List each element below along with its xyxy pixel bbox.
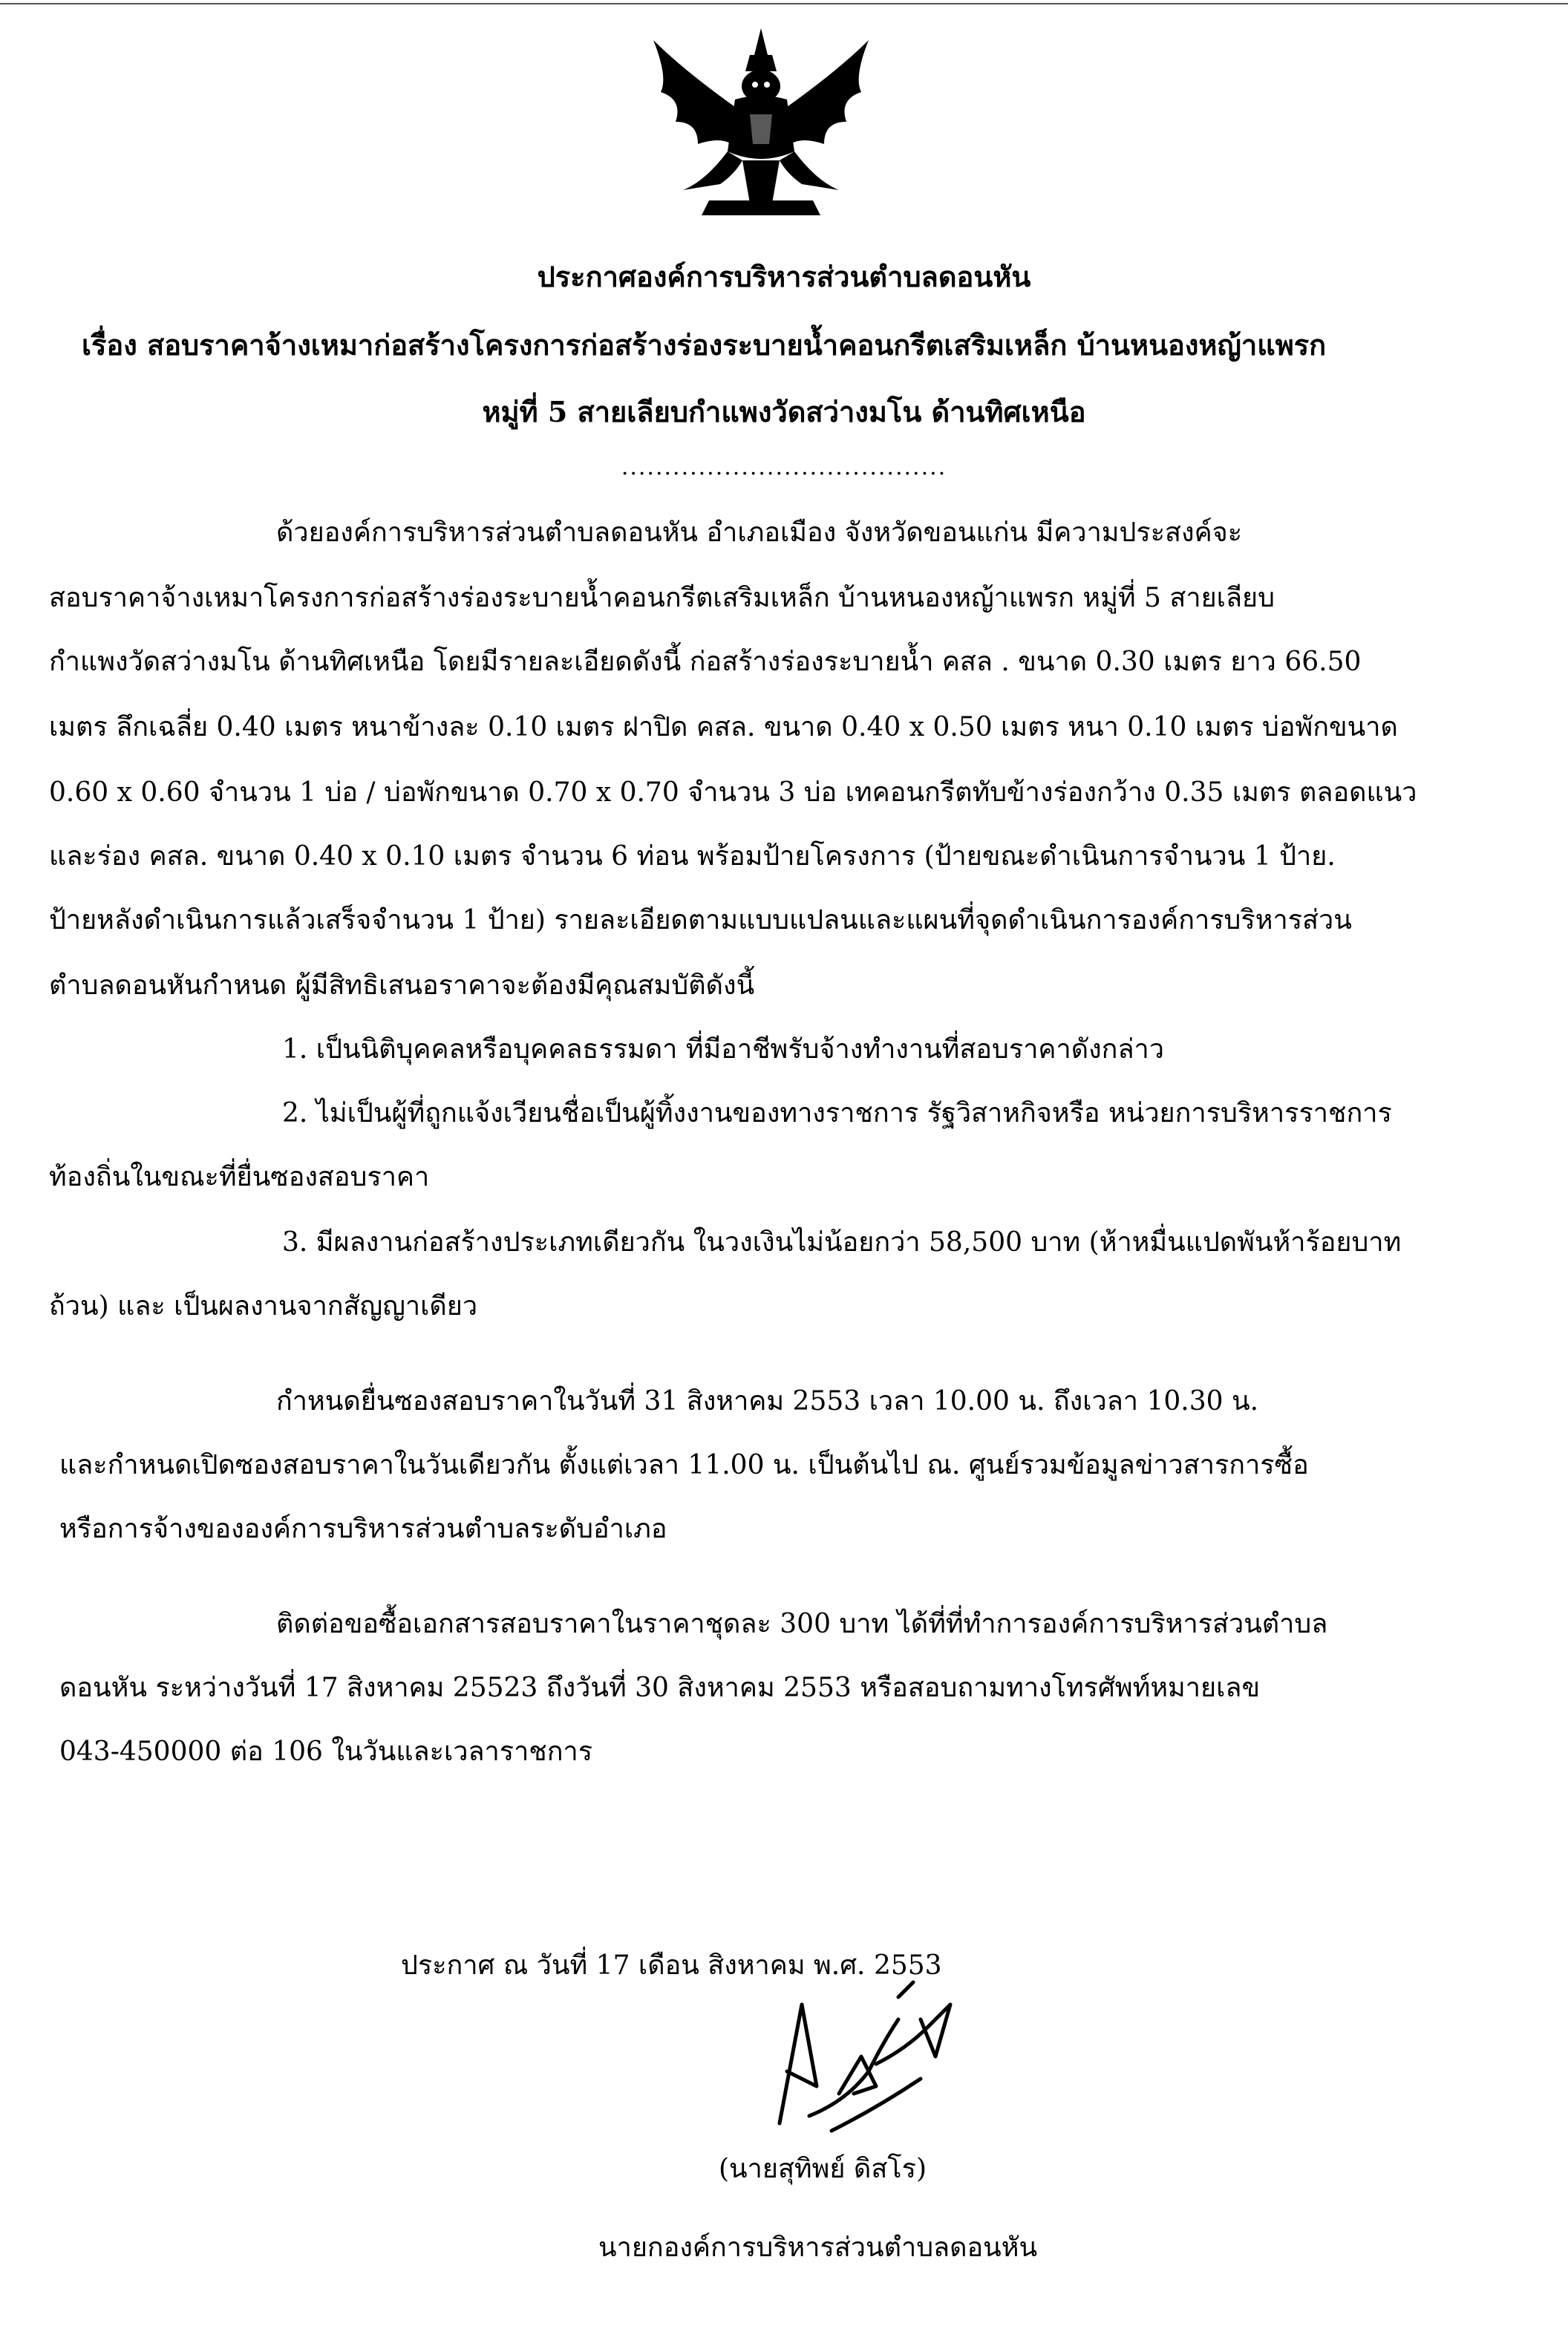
separator-dots: ...................................... (621, 454, 947, 480)
qualification-item-3: 3. มีผลงานก่อสร้างประเภทเดียวกัน ในวงเงินไม่น้อยกว่า 58,500 บาท (ห้าหมื่นแปดพันห้าร้อยบาท (282, 1227, 1402, 1258)
handwritten-signature (757, 1975, 980, 2146)
announcement-subject: เรื่อง สอบราคาจ้างเหมาก่อสร้างโครงการก่อสร้างร่องระบายน้ำคอนกรีตเสริมเหล็ก บ้านหนองหญ้าแพรก (82, 328, 1327, 362)
garuda-emblem-icon (638, 25, 883, 218)
body-line: สอบราคาจ้างเหมาโครงการก่อสร้างร่องระบายน้ำคอนกรีตเสริมเหล็ก บ้านหนองหญ้าแพรก หมู่ที่ 5 สายเลียบ (49, 583, 1275, 613)
body-line: ด้วยองค์การบริหารส่วนตำบลดอนหัน อำเภอเมือง จังหวัดขอนแก่น มีความประสงค์จะ (276, 517, 1243, 548)
contact-line: 043-450000 ต่อ 106 ในวันและเวลาราชการ (59, 1737, 593, 1767)
submission-line: หรือการจ้างขององค์การบริหารส่วนตำบลระดับอำเภอ (59, 1514, 667, 1544)
qualification-item-2: 2. ไม่เป็นผู้ที่ถูกแจ้งเวียนชื่อเป็นผู้ทิ้งงานของทางราชการ รัฐวิสาหกิจหรือ หน่วยการบริหารราชการ (282, 1098, 1392, 1128)
qualification-item-2-continued: ท้องถิ่นในขณะที่ยื่นซองสอบราคา (49, 1162, 430, 1192)
body-line: และร่อง คสล. ขนาด 0.40 x 0.10 เมตร จำนวน 6 ท่อน พร้อมป้ายโครงการ (ป้ายขณะดำเนินการจำนวน 1 ป้าย. (49, 841, 1336, 872)
qualification-item-3-continued: ถ้วน) และ เป็นผลงานจากสัญญาเดียว (49, 1291, 478, 1322)
submission-line: และกำหนดเปิดซองสอบราคาในวันเดียวกัน ตั้งแต่เวลา 11.00 น. เป็นต้นไป ณ. ศูนย์รวมข้อมูลข่าวสารการซื้อ (59, 1450, 1309, 1480)
announce-date: ประกาศ ณ วันที่ 17 เดือน สิงหาคม พ.ศ. 2553 (401, 1950, 942, 1981)
signer-name: (นายสุทิพย์ ดิสโร) (719, 2154, 927, 2184)
submission-line: กำหนดยื่นซองสอบราคาในวันที่ 31 สิงหาคม 2553 เวลา 10.00 น. ถึงเวลา 10.30 น. (276, 1386, 1259, 1417)
top-border-line (0, 3, 1568, 4)
announcement-subject-continued: หมู่ที่ 5 สายเลียบกำแพงวัดสว่างมโน ด้านทิศเหนือ (482, 395, 1086, 428)
body-line: 0.60 x 0.60 จำนวน 1 บ่อ / บ่อพักขนาด 0.70 x 0.70 จำนวน 3 บ่อ เทคอนกรีตทับข้างร่องกว้าง 0.35 เมตร ตลอดแนว (49, 777, 1417, 808)
announcement-title: ประกาศองค์การบริหารส่วนตำบลดอนหัน (537, 260, 1031, 293)
qualification-item-1: 1. เป็นนิติบุคคลหรือบุคคลธรรมดา ที่มีอาชีพรับจ้างทำงานที่สอบราคาดังกล่าว (282, 1034, 1164, 1065)
body-line: ป้ายหลังดำเนินการแล้วเสร็จจำนวน 1 ป้าย) รายละเอียดตามแบบแปลนและแผนที่จุดดำเนินการองค์การบริหารส่วน (49, 905, 1352, 935)
body-line: กำแพงวัดสว่างมโน ด้านทิศเหนือ โดยมีรายละเอียดดังนี้ ก่อสร้างร่องระบายน้ำ คสล . ขนาด 0.30 เมตร ยาว 66.50 (49, 647, 1362, 677)
contact-line: ดอนหัน ระหว่างวันที่ 17 สิงหาคม 25523 ถึงวันที่ 30 สิงหาคม 2553 หรือสอบถามทางโทรศัพท์หมายเลข (59, 1673, 1261, 1703)
contact-line: ติดต่อขอซื้อเอกสารสอบราคาในราคาชุดละ 300 บาท ได้ที่ที่ทำการองค์การบริหารส่วนตำบล (276, 1609, 1328, 1639)
body-line: เมตร ลึกเฉลี่ย 0.40 เมตร หนาข้างละ 0.10 เมตร ฝาปิด คสล. ขนาด 0.40 x 0.50 เมตร หนา 0.10 เมตร บ่อพักขนาด (49, 712, 1398, 742)
signer-title: นายกองค์การบริหารส่วนตำบลดอนหัน (598, 2232, 1038, 2263)
body-line: ตำบลดอนหันกำหนด ผู้มีสิทธิเสนอราคาจะต้องมีคุณสมบัติดังนี้ (49, 970, 755, 1001)
